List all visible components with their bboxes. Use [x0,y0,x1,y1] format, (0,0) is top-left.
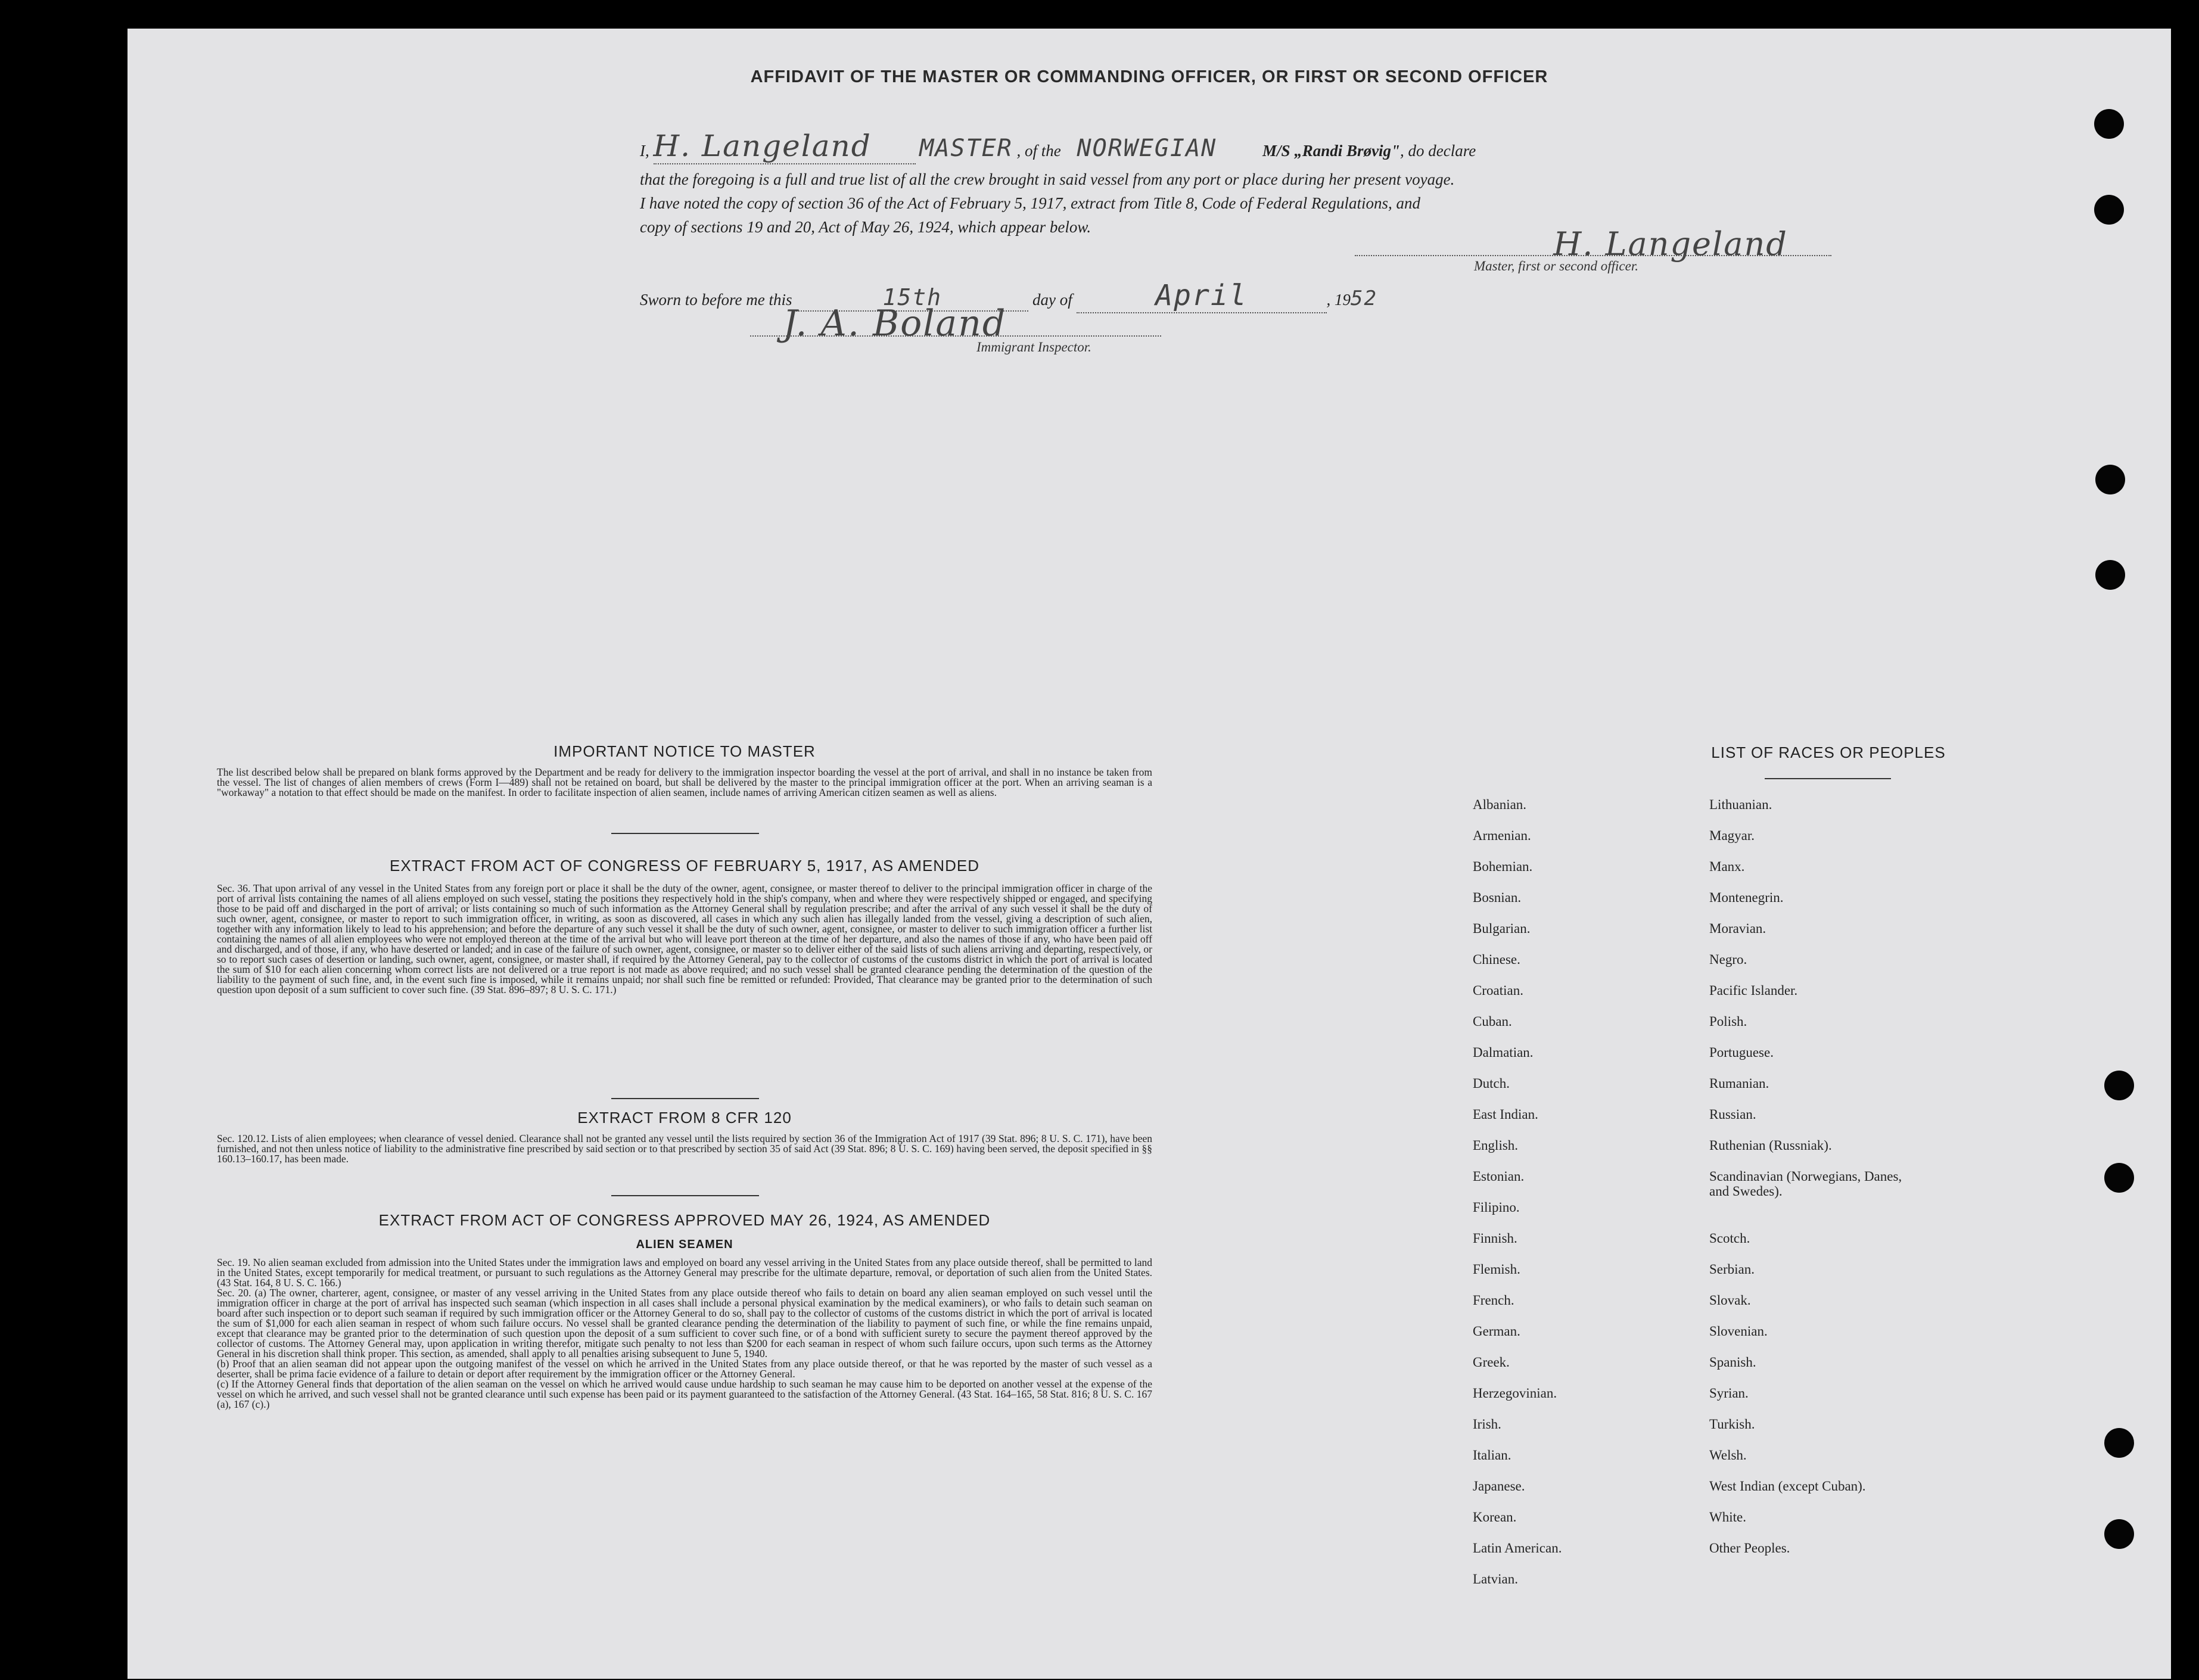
sworn-prefix: Sworn to before me this [640,291,792,309]
affidavit-line-4: copy of sections 19 and 20, Act of May 26, 1924, which appear below. [640,218,1091,236]
divider-rule [611,833,759,834]
sec-20c-paragraph: (c) If the Attorney General finds that deportation of the alien seaman on the vessel on which he arrived would cause undue hardship to such seaman he may cause him to be deported on another vessel at the expense of the vessel on which he arrived, and such vessel shall not be granted clearance until such expense has been paid or its payment guaranteed to the satisfaction of the Attorney General. (43 Stat. 164–165, 58 Stat. 816; 8 U. S. C. 167 (a), 167 (c).) [217,1378,1152,1410]
notice-title: IMPORTANT NOTICE TO MASTER [553,742,816,760]
punch-hole [2095,560,2125,590]
vessel-name: M/S „Randi Brøvig" [1262,142,1401,160]
race-item: Rumanian. [1709,1076,1769,1091]
extract-1917-title: EXTRACT FROM ACT OF CONGRESS OF FEBRUARY 5, 1917, AS AMENDED [390,857,979,875]
race-item: Scotch. [1709,1231,1750,1246]
extract-cfr-text: Sec. 120.12. Lists of alien employees; when clearance of vessel denied. Clearance shall not be granted any vessel until the lists required by section 36 of the Immigration Act of 1917 (39 Stat. 896; 8 U. S. C. 171), have been furnished, and not then unless notice of liability to the administrative fine prescribed by said section or to that prescribed by section 35 of said Act (39 Stat. 896; 8 U. S. C. 169) having been served, the deposit specified in §§ 160.13–160.17, has been made. [217,1133,1152,1165]
race-item: Albanian. [1473,797,1527,812]
affidavit-line-1 [640,129,1476,164]
race-item: Manx. [1709,859,1745,874]
affidavit-line-3: I have noted the copy of section 36 of the Act of February 5, 1917, extract from Title 8, Code of Federal Regulations, and [640,194,1421,212]
race-item: Bulgarian. [1473,921,1531,936]
line1-prefix: I, [640,142,649,160]
race-item: English. [1473,1138,1519,1153]
signer-rank-handwritten: MASTER [919,135,1013,162]
affidavit-line-2: that the foregoing is a full and true list of all the crew brought in said vessel from any port or place during her present voyage. [640,170,1455,188]
race-item: Montenegrin. [1709,890,1784,905]
race-item: Korean. [1473,1510,1517,1525]
race-item: Russian. [1709,1107,1756,1122]
punch-hole [2094,109,2124,139]
race-item: Spanish. [1709,1355,1756,1370]
race-item: Japanese. [1473,1479,1525,1494]
race-item: East Indian. [1473,1107,1538,1122]
race-item: French. [1473,1293,1514,1308]
race-item: Moravian. [1709,921,1766,936]
race-item: Turkish. [1709,1417,1755,1432]
extract-1924-body [217,1258,1152,1410]
race-item: Chinese. [1473,952,1520,967]
race-item: Other Peoples. [1709,1541,1790,1555]
race-item: Portuguese. [1709,1045,1774,1060]
race-item: Armenian. [1473,828,1531,843]
do-declare-text: , do declare [1400,142,1476,160]
race-item: Dalmatian. [1473,1045,1534,1060]
document-sheet [127,29,2171,1679]
sec-19-paragraph: Sec. 19. No alien seaman excluded from admission into the United States under the immigration laws and employed on board any vessel arriving in the United States from any place outside thereof, shall be permitted to land in the United States, except temporarily for medical treatment, or pursuant to such regulations as the Attorney General may prescribe for the ultimate departure, removal, or deportation of such alien from the United States. (43 Stat. 164, 8 U. S. C. 166.) [217,1256,1152,1289]
punch-hole [2104,1519,2134,1549]
alien-seamen-subtitle: ALIEN SEAMEN [636,1238,733,1251]
race-item: Scandinavian (Norwegians, Danes, and Swedes). [1709,1169,1902,1199]
sworn-line [640,279,1377,313]
sec-20a-paragraph: Sec. 20. (a) The owner, charterer, agent, consignee, or master of any vessel arriving in the United States from any place outside thereof who fails to detain on board any alien seaman employed on such vessel until the immigration officer in charge at the port of arrival has inspected such seaman (which inspection in all cases shall include a personal physical examination by the medical examiners), or who fails to detain such seaman on board after such inspection or to deport such seaman if required by such immigration officer or the Attorney General to do so, shall pay to the collector of customs of the customs district in which the port of arrival is located the sum of $1,000 for each alien seaman in respect of whom such failure occurs. No vessel shall be granted clearance pending the determination of the liability to payment of such fine, or while the fine remains unpaid, except that clearance may be granted prior to the determination of such question upon the deposit of a sum sufficient to cover such fine, or of a bond with sufficient surety to secure the payment thereof approved by the collector of customs. The Attorney General may, upon application in writing therefor, mitigate such penalty to not less than $200 for each seaman in respect of whom such failure occurs, upon such terms as the Attorney General in his discretion shall think proper. This section, as amended, shall apply to all penalties arising subsequent to June 5, 1940. [217,1287,1152,1359]
race-item: Ruthenian (Russniak). [1709,1138,1832,1153]
race-item: Finnish. [1473,1231,1517,1246]
sworn-month-handwritten: April [1077,279,1327,313]
extract-1917-text: Sec. 36. That upon arrival of any vessel in the United States from any foreign port or place it shall be the duty of the owner, agent, consignee, or master thereof to deliver to the principal immigration officer in charge of the port of arrival lists containing the names of all aliens employed on such vessel, stating the positions they respectively hold in the ship's company, when and where they were respectively shipped or engaged, and specifying those to be paid off and discharged in the port of arrival; or lists containing so much of such information as the Attorney General shall by regulation prescribe; and after the arrival of any such vessel it shall be the duty of such owner, agent, consignee, or master to report to such immigration officer, in writing, as soon as discovered, all cases in which any such alien has illegally landed from the vessel, giving a description of such alien, together with any information likely to lead to his apprehension; and before the departure of any such vessel it shall be the duty of such owner, agent, consignee, or master to deliver to such immigration officer a further list containing the names of all alien employees who were not employed thereon at the time of the arrival but who will leave port thereon at the time of her departure, and also the names of those if any, who have been paid off and discharged, and of those, if any, who have deserted or landed; and in case of the failure of such owner, agent, consignee, or master so to deliver either of the said lists of such aliens arriving and departing, respectively, or so to report such cases of desertion or landing, such owner, agent, consignee, or master shall, if required by the Attorney General, pay to the collector of customs of the customs district in which the port of arrival is located the sum of $10 for each alien concerning whom correct lists are not delivered or a true report is not made as above required; and no such vessel shall be granted clearance pending the determination of the question of the liability to the payment of such fine, and, in the event such fine is imposed, while it remains unpaid; nor shall such fine be remitted or refunded: Provided, That clearance may be granted prior to the determination of such question upon deposit of a sum sufficient to cover such fine. (39 Stat. 896–897; 8 U. S. C. 171.) [217,882,1152,995]
race-item: German. [1473,1324,1520,1339]
race-item: Lithuanian. [1709,797,1772,812]
race-item: Latin American. [1473,1541,1562,1555]
day-of-text: day of [1032,291,1072,309]
race-item: Syrian. [1709,1386,1749,1401]
race-item: Herzegovinian. [1473,1386,1557,1401]
race-item: Dutch. [1473,1076,1510,1091]
race-item: Flemish. [1473,1262,1520,1277]
race-item: Italian. [1473,1448,1511,1463]
race-item: Pacific Islander. [1709,983,1798,998]
signer-name-handwritten: H. Langeland [654,129,916,164]
sworn-day-handwritten: 15th [796,284,1028,312]
extract-cfr-title: EXTRACT FROM 8 CFR 120 [577,1109,792,1127]
inspector-signature-line [750,335,1161,337]
of-the-text: , of the [1016,142,1061,160]
race-item: Filipino. [1473,1200,1520,1215]
master-caption: Master, first or second officer. [1474,259,1638,273]
punch-hole [2095,465,2125,494]
divider-rule [611,1098,759,1099]
year-handwritten: 52 [1351,287,1377,310]
master-signature: H. Langeland [1553,225,1788,263]
race-item: Serbian. [1709,1262,1755,1277]
master-signature-line [1355,255,1831,256]
extract-1924-title: EXTRACT FROM ACT OF CONGRESS APPROVED MAY 26, 1924, AS AMENDED [378,1211,991,1229]
race-item: Welsh. [1709,1448,1747,1463]
race-item: Greek. [1473,1355,1510,1370]
inspector-signature: J. A. Boland [783,303,1007,344]
punch-hole [2104,1428,2134,1458]
race-item: Estonian. [1473,1169,1525,1184]
punch-hole [2104,1071,2134,1100]
race-item: West Indian (except Cuban). [1709,1479,1866,1494]
nationality-handwritten: NORWEGIAN [1077,135,1217,162]
race-item: Polish. [1709,1014,1747,1029]
race-item: White. [1709,1510,1746,1525]
race-item: Latvian. [1473,1572,1518,1586]
race-item: Croatian. [1473,983,1523,998]
punch-hole [2094,195,2124,225]
race-item: Slovenian. [1709,1324,1768,1339]
sec-20b-paragraph: (b) Proof that an alien seaman did not appear upon the outgoing manifest of the vessel on which he arrived in the United States from any place outside thereof, or that he was reported by the master of such vessel as a deserter, shall be prima facie evidence of a failure to detain or deport after requirement by the immigration officer or the Attorney General. [217,1358,1152,1380]
race-item: Bohemian. [1473,859,1533,874]
races-title: LIST OF RACES OR PEOPLES [1711,743,1946,761]
race-item: Negro. [1709,952,1747,967]
races-title-rule [1765,778,1891,779]
divider-rule [611,1195,759,1196]
notice-text: The list described below shall be prepared on blank forms approved by the Department and be ready for delivery to the immigration inspector boarding the vessel at the port of arrival, and shall in no instance be taken from the vessel. The list of changes of alien members of crews (Form I—489) shall not be retained on board, but shall be delivered by the master to the principal immigration officer at the port. When an arriving seaman is a "workaway" a notation to that effect should be made on the manifest. In order to facilitate inspection of alien seamen, include names of arriving American citizen seamen as well as aliens. [217,766,1152,798]
race-item: Cuban. [1473,1014,1512,1029]
affidavit-title: AFFIDAVIT OF THE MASTER OR COMMANDING OFFICER, OR FIRST OR SECOND OFFICER [750,67,1548,86]
inspector-caption: Immigrant Inspector. [976,340,1091,354]
race-item: Magyar. [1709,828,1755,843]
race-item: Irish. [1473,1417,1501,1432]
race-item: Bosnian. [1473,890,1522,905]
punch-hole [2104,1163,2134,1193]
race-item: Slovak. [1709,1293,1751,1308]
year-prefix: , 19 [1326,291,1351,309]
